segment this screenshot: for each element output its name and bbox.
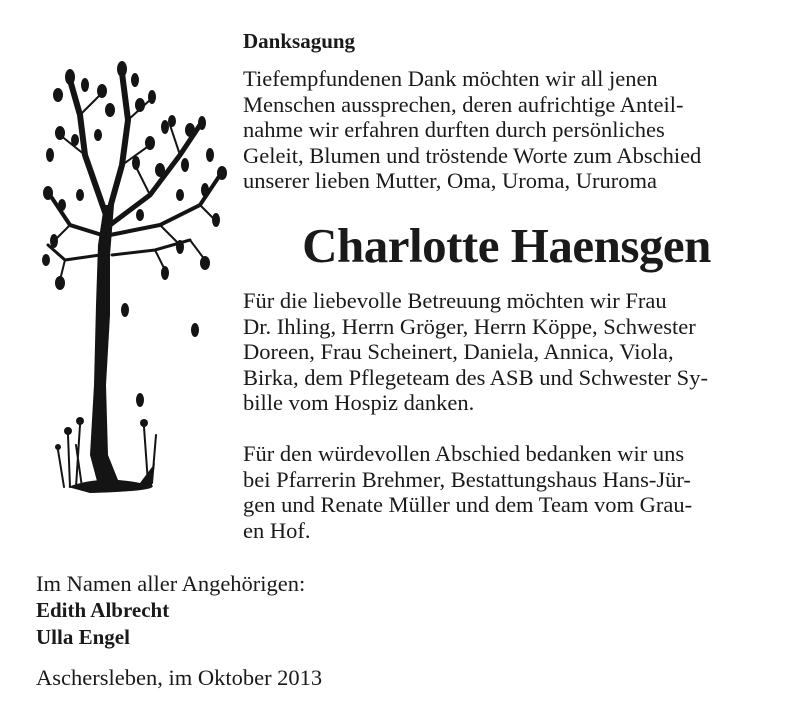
- text-line: Geleit, Blumen und tröstende Worte zum Abschied: [243, 142, 702, 168]
- text-line: Birka, dem Pflegeteam des ASB und Schwester Sy-: [243, 364, 708, 390]
- text-line: Dr. Ihling, Herrn Gröger, Herrn Köppe, Schwester: [243, 313, 696, 339]
- heading: Danksagung: [243, 29, 356, 53]
- farewell-thanks-paragraph: [243, 441, 770, 543]
- text-line: unserer lieben Mutter, Oma, Uroma, Ururoma: [243, 168, 657, 194]
- text-line: Für den würdevollen Abschied bedanken wir uns: [243, 441, 685, 466]
- signoff: Im Namen aller Angehörigen:: [36, 571, 306, 596]
- place-date: Aschersleben, im Oktober 2013: [36, 665, 323, 690]
- text-line: bei Pfarrerin Brehmer, Bestattungshaus Hans-Jür-: [243, 466, 691, 492]
- text-line: nahme wir erfahren durften durch persönliches: [243, 117, 665, 143]
- deceased-name: Charlotte Haensgen: [302, 218, 711, 273]
- thanks-paragraph: [243, 66, 770, 194]
- signatory-name: Ulla Engel: [36, 625, 130, 649]
- text-line: Für die liebevolle Betreuung möchten wir Frau: [243, 288, 667, 313]
- text-line: gen und Renate Müller und dem Team vom Grau-: [243, 492, 693, 518]
- text-line: Tiefempfundenen Dank möchten wir all jenen: [243, 66, 658, 91]
- text-line: bille vom Hospiz danken.: [243, 390, 475, 416]
- text-line: Doreen, Frau Scheinert, Daniela, Annica, Viola,: [243, 339, 674, 365]
- text-line: Menschen aussprechen, deren aufrichtige Anteil-: [243, 91, 684, 117]
- text-line: en Hof.: [243, 517, 311, 543]
- signatory-name: Edith Albrecht: [36, 598, 170, 622]
- care-thanks-paragraph: [243, 288, 770, 416]
- tree-icon: [40, 55, 230, 495]
